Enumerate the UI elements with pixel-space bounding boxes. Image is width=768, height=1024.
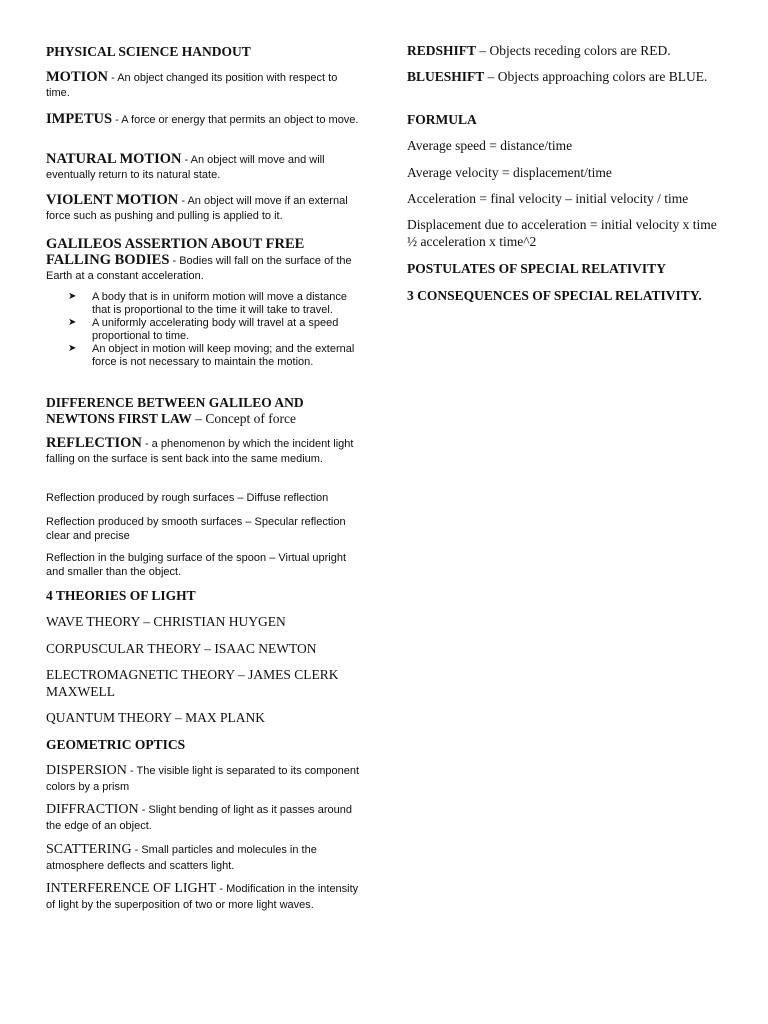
impetus-term: IMPETUS bbox=[46, 111, 113, 127]
difference-section bbox=[46, 395, 362, 428]
reflection-line-spoon: Reflection in the bulging surface of the spoon – Virtual upright and smaller than the object. bbox=[46, 552, 347, 578]
difference-heading-line1: DIFFERENCE BETWEEN GALILEO AND bbox=[46, 395, 304, 410]
violent-motion-term: VIOLENT MOTION bbox=[46, 192, 179, 208]
reflection-desc: a phenomenon by which the incident light falling on the surface is sent back into the same medium. bbox=[46, 438, 354, 465]
optics-entry-diffraction bbox=[46, 802, 362, 833]
theory-item: ELECTROMAGNETIC THEORY – JAMES CLERK MAXWELL bbox=[46, 667, 339, 699]
optics-desc: Modification in the intensity of light by the superposition of two or more light waves. bbox=[46, 883, 359, 911]
arrow-bullet-icon: ➤ bbox=[68, 291, 77, 302]
galileo-term: FALLING BODIES bbox=[46, 252, 170, 268]
blueshift-sep: – bbox=[484, 69, 498, 84]
theory-item: CORPUSCULAR THEORY – ISAAC NEWTON bbox=[46, 641, 317, 656]
list-item bbox=[46, 343, 362, 368]
optics-sep: - bbox=[216, 883, 227, 895]
difference-heading-line2: NEWTONS FIRST LAW bbox=[46, 411, 192, 426]
arrow-bullet-icon: ➤ bbox=[68, 317, 77, 328]
optics-desc: The visible light is separated to its component colors by a prism bbox=[46, 765, 360, 793]
reflection-line-smooth: Reflection produced by smooth surfaces – Specular reflection clear and precise bbox=[46, 516, 346, 542]
galileo-heading: GALILEOS ASSERTION ABOUT FREE bbox=[46, 236, 305, 252]
motion-desc: An object changed its position with respect to time. bbox=[46, 72, 338, 99]
optics-term: INTERFERENCE OF LIGHT bbox=[46, 881, 217, 896]
motion-entry bbox=[46, 70, 362, 100]
impetus-desc: A force or energy that permits an object to move. bbox=[121, 114, 359, 126]
galileo-entry bbox=[46, 253, 362, 283]
redshift-term: REDSHIFT bbox=[407, 43, 477, 58]
optics-entry-interference bbox=[46, 881, 362, 912]
reflection-sep: - bbox=[141, 438, 152, 450]
formula-line: Acceleration = final velocity – initial velocity / time bbox=[407, 191, 689, 206]
arrow-bullet-icon: ➤ bbox=[68, 343, 77, 354]
optics-desc: Small particles and molecules in the atmosphere deflects and scatters light. bbox=[46, 844, 317, 872]
optics-term: DISPERSION bbox=[46, 763, 127, 778]
consequences-heading: 3 CONSEQUENCES OF SPECIAL RELATIVITY. bbox=[407, 288, 702, 303]
blueshift-desc: Objects approaching colors are BLUE. bbox=[497, 69, 708, 84]
optics-heading: GEOMETRIC OPTICS bbox=[46, 737, 186, 752]
optics-sep: - bbox=[126, 765, 137, 777]
impetus-sep: - bbox=[112, 114, 122, 126]
impetus-entry bbox=[46, 112, 362, 127]
optics-sep: - bbox=[138, 804, 149, 816]
difference-line2 bbox=[46, 411, 362, 428]
formula-line: Average speed = distance/time bbox=[407, 138, 573, 153]
difference-desc: Concept of force bbox=[205, 411, 297, 426]
redshift-desc: Objects receding colors are RED. bbox=[489, 43, 671, 58]
optics-term: SCATTERING bbox=[46, 842, 132, 857]
motion-term: MOTION bbox=[46, 69, 109, 85]
redshift-entry bbox=[407, 43, 723, 60]
violent-motion-desc: An object will move if an external force such as pushing and pulling is applied to it. bbox=[46, 195, 348, 222]
reflection-term: REFLECTION bbox=[46, 435, 142, 451]
natural-motion-term: NATURAL MOTION bbox=[46, 151, 182, 167]
optics-sep: - bbox=[131, 844, 142, 856]
optics-term: DIFFRACTION bbox=[46, 802, 139, 817]
redshift-sep: – bbox=[476, 43, 490, 58]
reflection-line-rough: Reflection produced by rough surfaces – Diffuse reflection bbox=[46, 492, 329, 504]
theory-item: WAVE THEORY – CHRISTIAN HUYGEN bbox=[46, 614, 286, 629]
reflection-entry bbox=[46, 436, 362, 466]
blueshift-entry bbox=[407, 69, 723, 86]
theories-heading: 4 THEORIES OF LIGHT bbox=[46, 588, 196, 603]
natural-motion-entry bbox=[46, 152, 362, 182]
violent-motion-sep: - bbox=[178, 195, 188, 207]
theory-item: QUANTUM THEORY – MAX PLANK bbox=[46, 710, 266, 725]
bullet-text: An object in motion will keep moving; and the external force is not necessary to maintain the motion. bbox=[92, 343, 355, 368]
motion-sep: - bbox=[108, 72, 118, 84]
postulates-heading: POSTULATES OF SPECIAL RELATIVITY bbox=[407, 261, 666, 276]
natural-motion-desc: An object will move and will eventually return to its natural state. bbox=[46, 154, 325, 181]
galileo-desc: Bodies will fall on the surface of the Earth at a constant acceleration. bbox=[46, 255, 352, 282]
bullet-text: A body that is in uniform motion will move a distance that is proportional to the time it will take to travel. bbox=[92, 291, 347, 316]
list-item bbox=[46, 291, 362, 316]
handout-title: PHYSICAL SCIENCE HANDOUT bbox=[46, 44, 251, 59]
galileo-bullet-list bbox=[46, 291, 362, 368]
violent-motion-entry bbox=[46, 193, 362, 223]
difference-sep: – bbox=[191, 411, 206, 426]
formula-line: Displacement due to acceleration = initial velocity x time ½ acceleration x time^2 bbox=[407, 217, 717, 249]
bullet-text: A uniformly accelerating body will travel at a speed proportional to time. bbox=[92, 317, 339, 342]
list-item bbox=[46, 317, 362, 342]
galileo-sep: - bbox=[169, 255, 180, 267]
optics-entry-dispersion bbox=[46, 763, 362, 794]
natural-motion-sep: - bbox=[181, 154, 191, 166]
blueshift-term: BLUESHIFT bbox=[407, 69, 485, 84]
optics-desc: Slight bending of light as it passes around the edge of an object. bbox=[46, 804, 352, 832]
galileo-section bbox=[46, 235, 362, 369]
optics-entry-scattering bbox=[46, 842, 362, 873]
formula-heading: FORMULA bbox=[407, 112, 477, 127]
formula-line: Average velocity = displacement/time bbox=[407, 165, 612, 180]
